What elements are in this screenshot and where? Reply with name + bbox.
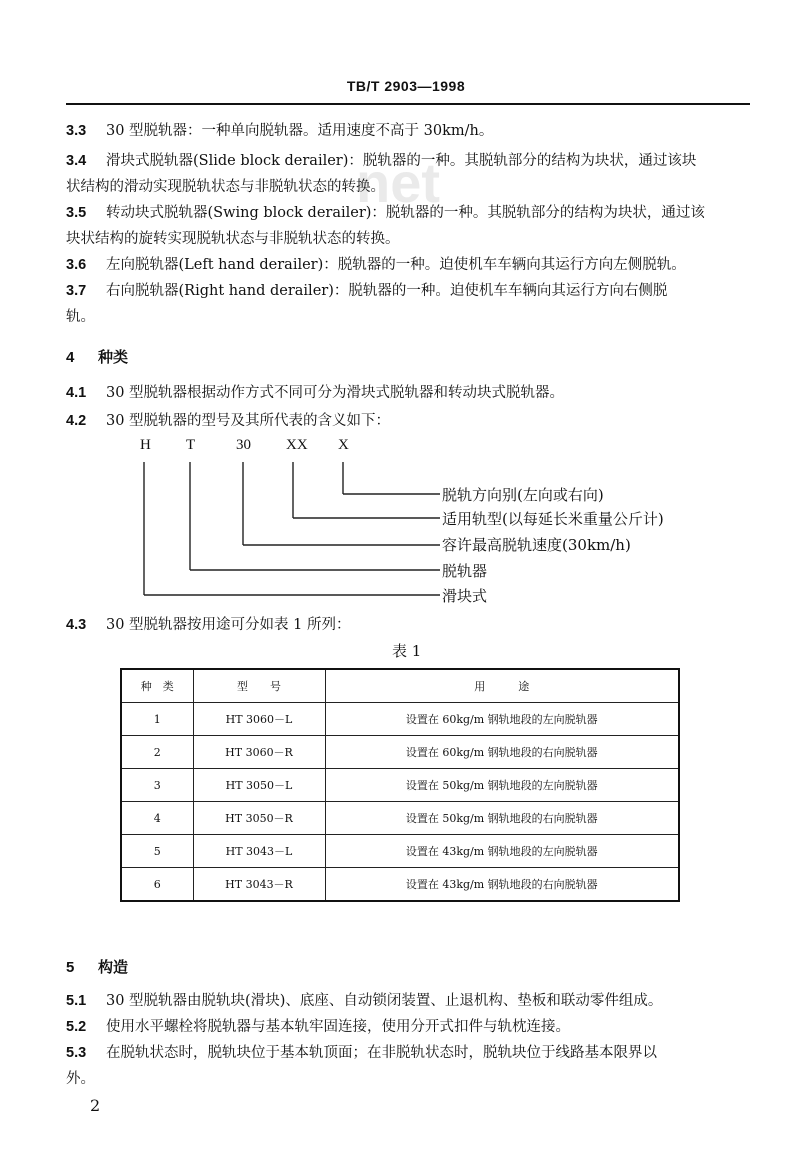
clause-number: 3.3	[66, 123, 87, 139]
label-speed: 容许最高脱轨速度(30km/h)	[442, 536, 631, 554]
section-title: 种类	[98, 348, 129, 366]
code-xx: XX	[286, 437, 308, 453]
cell-type: 2	[121, 736, 193, 769]
cell-model: HT 3043－R	[193, 868, 325, 902]
table-row	[121, 736, 679, 769]
section-number: 4	[66, 349, 75, 366]
clause-number: 4.3	[66, 617, 87, 633]
table-header-row	[121, 669, 679, 703]
clause-text-cont: 块状结构的旋转实现脱轨状态与非脱轨状态的转换。	[66, 231, 400, 247]
clause-number: 5.2	[66, 1019, 87, 1035]
clause-number: 3.7	[66, 283, 87, 299]
cell-type: 5	[121, 835, 193, 868]
cell-type: 1	[121, 703, 193, 736]
clause-text: 使用水平螺栓将脱轨器与基本轨牢固连接，使用分开式扣件与轨枕连接。	[106, 1019, 570, 1035]
clause-text: 左向脱轨器(Left hand derailer)：脱轨器的一种。迫使机车车辆向其运行方向左侧脱轨。	[106, 257, 686, 273]
clause-text: 30 型脱轨器由脱轨块(滑块)、底座、自动锁闭装置、止退机构、垫板和联动零件组成。	[106, 993, 663, 1009]
clause-number: 4.2	[66, 413, 87, 429]
page-number: 2	[90, 1096, 101, 1115]
clause-number: 3.4	[66, 153, 87, 169]
clause-text-cont: 状结构的滑动实现脱轨状态与非脱轨状态的转换。	[66, 179, 385, 195]
table-row	[121, 769, 679, 802]
clause-text: 右向脱轨器(Right hand derailer)：脱轨器的一种。迫使机车车辆向其运行方向右侧脱	[106, 283, 668, 299]
code-30: 30	[236, 437, 251, 453]
clause-4-3	[66, 612, 756, 638]
cell-usage: 设置在 43kg/m 钢轨地段的左向脱轨器	[325, 835, 679, 868]
clause-number: 3.6	[66, 257, 87, 273]
clause-number: 3.5	[66, 205, 87, 221]
table-caption: 表 1	[392, 642, 422, 660]
watermark: net	[356, 151, 440, 214]
header-cell-usage: 用 途	[325, 669, 679, 703]
cell-model: HT 3043－L	[193, 835, 325, 868]
clause-5-2	[66, 1014, 756, 1040]
table-row	[121, 868, 679, 902]
clause-text-cont: 轨。	[66, 309, 95, 325]
code-t: T	[186, 437, 196, 453]
table-row	[121, 703, 679, 736]
clause-number: 4.1	[66, 385, 87, 401]
clause-text-cont: 外。	[66, 1071, 95, 1087]
clause-text: 30 型脱轨器的型号及其所代表的含义如下：	[106, 413, 391, 429]
cell-model: HT 3050－L	[193, 769, 325, 802]
cell-type: 3	[121, 769, 193, 802]
cell-model: HT 3050－R	[193, 802, 325, 835]
section-number: 5	[66, 959, 75, 976]
clause-5-3	[66, 1040, 756, 1092]
section-5-heading	[66, 956, 128, 977]
cell-model: HT 3060－L	[193, 703, 325, 736]
table-row	[121, 835, 679, 868]
clause-5-1	[66, 988, 756, 1014]
cell-type: 6	[121, 868, 193, 902]
label-direction: 脱轨方向别(左向或右向)	[442, 486, 604, 504]
cell-model: HT 3060－R	[193, 736, 325, 769]
clause-text: 30 型脱轨器按用途可分如表 1 所列：	[106, 617, 351, 633]
table-1	[120, 668, 680, 902]
code-x: X	[338, 437, 349, 453]
clause-text: 30 型脱轨器：一种单向脱轨器。适用速度不高于 30km/h。	[106, 123, 494, 139]
cell-usage: 设置在 60kg/m 钢轨地段的左向脱轨器	[325, 703, 679, 736]
cell-usage: 设置在 60kg/m 钢轨地段的右向脱轨器	[325, 736, 679, 769]
header-cell-type: 种 类	[121, 669, 193, 703]
cell-usage: 设置在 43kg/m 钢轨地段的右向脱轨器	[325, 868, 679, 902]
label-derailer: 脱轨器	[442, 562, 488, 580]
cell-usage: 设置在 50kg/m 钢轨地段的左向脱轨器	[325, 769, 679, 802]
header-cell-model: 型 号	[193, 669, 325, 703]
code-h: H	[140, 437, 151, 453]
clause-text: 在脱轨状态时，脱轨块位于基本轨顶面；在非脱轨状态时，脱轨块位于线路基本限界以	[106, 1045, 657, 1061]
clause-text: 转动块式脱轨器(Swing block derailer)：脱轨器的一种。其脱轨部分的结构为块状，通过该	[106, 205, 705, 221]
label-rail-type: 适用轨型(以每延长米重量公斤计)	[442, 510, 664, 528]
section-title: 构造	[98, 958, 129, 976]
cell-usage: 设置在 50kg/m 钢轨地段的右向脱轨器	[325, 802, 679, 835]
clause-number: 5.3	[66, 1045, 87, 1061]
clause-number: 5.1	[66, 993, 87, 1009]
clause-text: 滑块式脱轨器(Slide block derailer)：脱轨器的一种。其脱轨部分的结构为块状，通过该块	[106, 153, 697, 169]
clause-text: 30 型脱轨器根据动作方式不同可分为滑块式脱轨器和转动块式脱轨器。	[106, 385, 565, 401]
page-header: TB/T 2903—1998	[346, 78, 466, 94]
label-slide-block: 滑块式	[442, 587, 488, 605]
cell-type: 4	[121, 802, 193, 835]
table-row	[121, 802, 679, 835]
